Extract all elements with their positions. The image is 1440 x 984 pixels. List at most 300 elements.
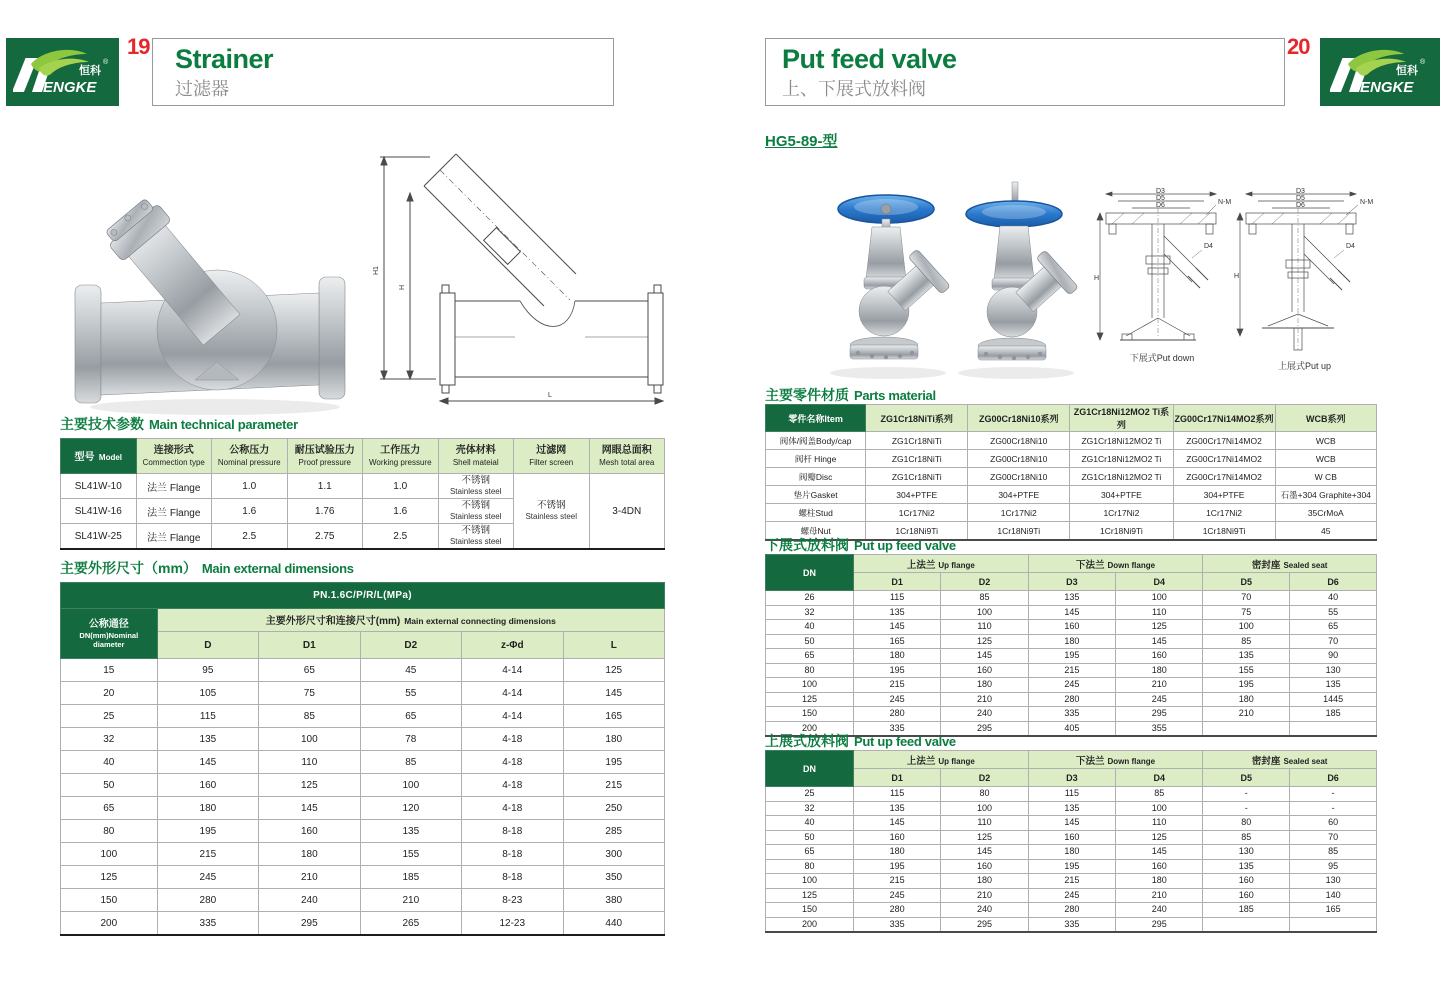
table-cell: 90 <box>1290 649 1377 664</box>
table-cell: 160 <box>1116 859 1203 874</box>
table-cell: 160 <box>1116 649 1203 664</box>
table-cell: 垫片Gasket <box>766 486 866 504</box>
table-cell: 1Cr17Ni2 <box>1070 504 1173 522</box>
valve-photo-put-up <box>948 180 1093 383</box>
table-cell: 1445 <box>1290 692 1377 707</box>
table-cell: 100 <box>1203 620 1290 635</box>
table-row <box>766 504 1377 522</box>
table-cell: SL41W-10 <box>61 474 137 499</box>
table-cell: 115 <box>157 705 258 728</box>
strainer-section-drawing <box>370 145 675 415</box>
svg-text:D6: D6 <box>1296 202 1305 209</box>
table-row <box>766 845 1377 860</box>
table-cell: 160 <box>941 663 1028 678</box>
column-header-d3: D3 <box>1028 573 1115 591</box>
tech-params-table <box>60 438 665 550</box>
hengke-logo-right <box>1320 38 1440 106</box>
table-cell: 70 <box>1290 830 1377 845</box>
table-row <box>61 659 665 682</box>
column-header-d6: D6 <box>1290 573 1377 591</box>
table-cell: SL41W-16 <box>61 499 137 524</box>
table-cell: 135 <box>360 820 461 843</box>
table-cell: 4-14 <box>462 682 563 705</box>
table-cell: 215 <box>853 874 940 889</box>
table-cell: 1Cr18Ni9Ti <box>866 522 968 541</box>
dim-label-h1: H1 <box>373 266 380 275</box>
table-cell: ZG1Cr18NiTi <box>866 468 968 486</box>
column-header-dn: 公称通径 DN(mm)Nominal diameter <box>61 609 158 659</box>
table-cell: 1Cr18Ni9Ti <box>1173 522 1275 541</box>
table-cell: 165 <box>563 705 665 728</box>
column-header-l: L <box>563 632 665 659</box>
table-cell <box>1290 917 1377 932</box>
table-cell: 35CrMoA <box>1275 504 1376 522</box>
table-row <box>766 486 1377 504</box>
table-cell: 304+PTFE <box>968 486 1070 504</box>
table-cell: ZG1Cr18NiTi <box>866 450 968 468</box>
column-header-dn: DN <box>766 751 854 787</box>
table-cell: 55 <box>1290 605 1377 620</box>
table-row <box>61 474 665 499</box>
table-row <box>61 866 665 889</box>
table-cell: 195 <box>853 859 940 874</box>
table-cell: 100 <box>1116 801 1203 816</box>
table-cell: 215 <box>563 774 665 797</box>
table-cell: 125 <box>1116 830 1203 845</box>
table-cell: 245 <box>157 866 258 889</box>
table-cell: 2.5 <box>363 524 439 550</box>
table-cell: 195 <box>1028 859 1115 874</box>
table-cell: 125 <box>941 830 1028 845</box>
table-cell: 45 <box>1275 522 1376 541</box>
table-cell: 25 <box>61 705 158 728</box>
table-cell: 135 <box>157 728 258 751</box>
table-row <box>766 663 1377 678</box>
table-cell: 1Cr18Ni9Ti <box>968 522 1070 541</box>
table-cell: 165 <box>853 634 940 649</box>
table-cell: 165 <box>1290 903 1377 918</box>
column-header-series-5: WCB系列 <box>1275 405 1376 432</box>
table-cell: ZG00Cr17Ni14MO2 <box>1173 432 1275 450</box>
svg-text:N-M: N-M <box>1218 199 1232 206</box>
table-cell: 85 <box>259 705 360 728</box>
table-cell: 110 <box>1116 816 1203 831</box>
table-cell: 300 <box>563 843 665 866</box>
column-header-d4: D4 <box>1116 573 1203 591</box>
put-up-dimensions-table <box>765 750 1377 933</box>
table-cell: 245 <box>1116 692 1203 707</box>
table-cell: 4-14 <box>462 659 563 682</box>
logo-text-en: ENGKE <box>42 79 96 96</box>
hengke-logo-left <box>6 38 119 106</box>
table-cell: 125 <box>766 888 854 903</box>
table-cell: 1.6 <box>212 499 288 524</box>
valve-drawing-put-up-wrap <box>1232 188 1377 372</box>
table-cell: 155 <box>360 843 461 866</box>
table-cell: 125 <box>61 866 158 889</box>
table-row <box>766 605 1377 620</box>
table-cell: 65 <box>1290 620 1377 635</box>
table-row <box>766 830 1377 845</box>
left-page-title-box <box>152 38 614 106</box>
group-header-up-flange: 上法兰 Up flange <box>853 751 1028 769</box>
table-cell: 65 <box>61 797 158 820</box>
table-cell: 304+PTFE <box>1173 486 1275 504</box>
valve-drawing-put-up <box>1232 188 1377 354</box>
table-cell: 180 <box>941 874 1028 889</box>
table-cell: 355 <box>1116 721 1203 736</box>
table-cell: 80 <box>61 820 158 843</box>
table-row <box>61 820 665 843</box>
table-cell: 145 <box>853 816 940 831</box>
svg-text:H: H <box>1094 275 1100 282</box>
table-cell: 85 <box>941 591 1028 606</box>
table-cell: 185 <box>360 866 461 889</box>
table-cell: 85 <box>1116 787 1203 802</box>
dimensions-table <box>60 582 665 936</box>
table-cell: 100 <box>941 605 1028 620</box>
table-cell: 200 <box>61 912 158 936</box>
table-cell: 100 <box>941 801 1028 816</box>
svg-text:D3: D3 <box>1296 188 1305 195</box>
column-header-series-2: ZG00Cr18Ni10系列 <box>968 405 1070 432</box>
table-cell: 135 <box>1290 678 1377 693</box>
valve-photo-put-down <box>822 183 962 383</box>
table-row <box>766 432 1377 450</box>
table-cell: 125 <box>259 774 360 797</box>
table-cell: 1.6 <box>363 499 439 524</box>
table-row <box>61 728 665 751</box>
table-cell: 295 <box>1116 707 1203 722</box>
table-cell: 8-18 <box>462 820 563 843</box>
table-cell: 2.75 <box>287 524 363 550</box>
dim-label-h: H <box>399 284 406 290</box>
table-cell: 135 <box>1028 801 1115 816</box>
table-cell: 4-18 <box>462 774 563 797</box>
table-cell: - <box>1290 801 1377 816</box>
table-cell: 8-18 <box>462 843 563 866</box>
group-header-connecting-dimensions: 主要外形尺寸和连接尺寸(mm) Main external connecting dimensions <box>157 609 664 632</box>
table-cell: 160 <box>1028 620 1115 635</box>
table-cell: 145 <box>563 682 665 705</box>
table-cell: 78 <box>360 728 461 751</box>
column-header-series-1: ZG1Cr18NiTi系列 <box>866 405 968 432</box>
table-cell: 210 <box>941 692 1028 707</box>
table-cell: 180 <box>1028 845 1115 860</box>
table-cell: 135 <box>853 801 940 816</box>
table-cell: 140 <box>1290 888 1377 903</box>
table-cell: 240 <box>941 707 1028 722</box>
table-cell: 335 <box>853 917 940 932</box>
table-cell: 240 <box>941 903 1028 918</box>
column-header-zphid: z-Φd <box>462 632 563 659</box>
table-cell: ZG00Cr17Ni14MO2 <box>1173 468 1275 486</box>
table-cell: 195 <box>1028 649 1115 664</box>
table-cell: 12-23 <box>462 912 563 936</box>
table-cell: 85 <box>360 751 461 774</box>
table-cell: 285 <box>563 820 665 843</box>
table-cell: 295 <box>259 912 360 936</box>
column-header-working-pressure: 工作压力 Working pressure <box>363 439 439 474</box>
column-header-d4: D4 <box>1116 769 1203 787</box>
table-cell: 150 <box>766 903 854 918</box>
table-cell: 135 <box>1203 859 1290 874</box>
table-cell: 150 <box>766 707 854 722</box>
logo-reg-mark: ® <box>102 59 108 66</box>
table-cell: 80 <box>1203 816 1290 831</box>
table-row <box>766 917 1377 932</box>
table-row <box>766 450 1377 468</box>
table-cell: 240 <box>1116 903 1203 918</box>
table-cell: 215 <box>853 678 940 693</box>
table-cell: 石墨+304 Graphite+304 <box>1275 486 1376 504</box>
caption-put-up: 上展式Put up <box>1277 361 1332 371</box>
table-cell: ZG00Cr17Ni14MO2 <box>1173 450 1275 468</box>
table-cell: 160 <box>259 820 360 843</box>
table-cell: ZG1Cr18NiTi <box>866 432 968 450</box>
table-row <box>61 797 665 820</box>
column-header-nominal-pressure: 公称压力 Nominal pressure <box>212 439 288 474</box>
table-cell: 180 <box>941 678 1028 693</box>
table-cell: 1.0 <box>212 474 288 499</box>
valve-drawing-put-down-wrap <box>1092 188 1232 364</box>
column-header-d5: D5 <box>1203 573 1290 591</box>
group-header-sealed-seat: 密封座 Sealed seat <box>1203 555 1377 573</box>
pn-band: PN.1.6C/P/R/L(MPa) <box>61 583 665 609</box>
column-header-d2: D2 <box>941 573 1028 591</box>
table-cell: 1Cr18Ni9Ti <box>1070 522 1173 541</box>
table-cell: 100 <box>1116 591 1203 606</box>
table-cell: 85 <box>1203 830 1290 845</box>
table-cell: 295 <box>1116 917 1203 932</box>
table-cell: 85 <box>1203 634 1290 649</box>
table-cell: 160 <box>1203 874 1290 889</box>
table-cell: 215 <box>1028 663 1115 678</box>
table-cell: SL41W-25 <box>61 524 137 550</box>
table-cell: 50 <box>766 634 854 649</box>
table-cell: W CB <box>1275 468 1376 486</box>
table-cell: 4-18 <box>462 797 563 820</box>
table-cell: 335 <box>853 721 940 736</box>
svg-text:N-M: N-M <box>1360 199 1374 206</box>
table-cell: 8-23 <box>462 889 563 912</box>
table-cell: 65 <box>259 659 360 682</box>
table-cell: 180 <box>853 649 940 664</box>
table-cell: 210 <box>941 888 1028 903</box>
table-cell: 195 <box>1203 678 1290 693</box>
table-row <box>766 888 1377 903</box>
table-cell: 195 <box>853 663 940 678</box>
column-header-d6: D6 <box>1290 769 1377 787</box>
table-cell: 110 <box>1116 605 1203 620</box>
column-header-d: D <box>157 632 258 659</box>
table-cell: 4-14 <box>462 705 563 728</box>
table-row <box>766 787 1377 802</box>
hengke-logo-mark <box>13 44 113 100</box>
table-cell: 405 <box>1028 721 1115 736</box>
table-cell: 145 <box>157 751 258 774</box>
table-cell: 280 <box>853 707 940 722</box>
table-row <box>766 707 1377 722</box>
table-cell: 阀杆 Hinge <box>766 450 866 468</box>
table-cell: 115 <box>853 591 940 606</box>
table-cell: 50 <box>61 774 158 797</box>
table-cell: WCB <box>1275 432 1376 450</box>
dim-label-l: L <box>548 392 552 399</box>
table-cell: 32 <box>61 728 158 751</box>
logo-reg-mark: ® <box>1420 59 1426 66</box>
table-cell: 180 <box>1028 634 1115 649</box>
table-cell: 115 <box>1028 787 1115 802</box>
table-cell: 180 <box>1116 663 1203 678</box>
table-cell: 65 <box>360 705 461 728</box>
table-cell: 335 <box>1028 917 1115 932</box>
table-cell: 200 <box>766 721 854 736</box>
table-cell: 380 <box>563 889 665 912</box>
logo-text-en: ENGKE <box>1360 79 1414 96</box>
table-cell: 210 <box>1116 678 1203 693</box>
table-cell: 120 <box>360 797 461 820</box>
table-cell: 210 <box>1116 888 1203 903</box>
table-cell: 135 <box>1203 649 1290 664</box>
table-cell: 250 <box>563 797 665 820</box>
table-cell: 335 <box>157 912 258 936</box>
table-cell: 130 <box>1290 874 1377 889</box>
group-header-down-flange: 下法兰 Down flange <box>1028 555 1203 573</box>
table-cell: 1Cr17Ni2 <box>968 504 1070 522</box>
caption-put-down: 下展式Put down <box>1129 353 1195 363</box>
table-cell: 40 <box>61 751 158 774</box>
logo-text-zh: 恒科 <box>78 65 101 77</box>
table-cell: 1Cr17Ni2 <box>866 504 968 522</box>
table-cell: 185 <box>1290 707 1377 722</box>
column-header-proof-pressure: 耐压试验压力 Proof pressure <box>287 439 363 474</box>
left-page-title-en: Strainer <box>175 44 274 74</box>
table-cell: 280 <box>1028 692 1115 707</box>
table-cell: 195 <box>563 751 665 774</box>
table-cell: 180 <box>259 843 360 866</box>
table-cell: 1.1 <box>287 474 363 499</box>
table-cell: 阀体/阀盖Body/cap <box>766 432 866 450</box>
right-page-title-en: Put feed valve <box>782 44 957 74</box>
group-header-up-flange: 上法兰 Up flange <box>853 555 1028 573</box>
table-row <box>766 620 1377 635</box>
section-title-put-down-table: 下展式放料阀 Put up feed valve <box>765 537 956 553</box>
table-row <box>61 774 665 797</box>
column-header-mesh-area: 网眼总面积 Mesh total area <box>589 439 665 474</box>
table-cell: ZG00Cr18Ni10 <box>968 450 1070 468</box>
table-cell: 45 <box>360 659 461 682</box>
table-cell: 180 <box>563 728 665 751</box>
hengke-logo-mark <box>1330 44 1430 100</box>
table-row <box>766 801 1377 816</box>
table-cell: 1.0 <box>363 474 439 499</box>
svg-text:D6: D6 <box>1156 202 1165 209</box>
column-header-d2: D2 <box>941 769 1028 787</box>
table-cell: ZG1Cr18Ni12MO2 Ti <box>1070 432 1173 450</box>
model-code: HG5-89-型 <box>765 133 838 150</box>
table-cell: 4-18 <box>462 751 563 774</box>
table-cell: 215 <box>1028 874 1115 889</box>
table-cell: 95 <box>1290 859 1377 874</box>
table-row <box>61 682 665 705</box>
table-cell <box>1203 721 1290 736</box>
table-cell: 145 <box>853 620 940 635</box>
table-cell: 70 <box>1203 591 1290 606</box>
left-page-title-zh: 过滤器 <box>175 78 229 99</box>
table-cell: 215 <box>157 843 258 866</box>
table-cell: 125 <box>1116 620 1203 635</box>
table-cell: 1Cr17Ni2 <box>1173 504 1275 522</box>
table-cell: 80 <box>766 663 854 678</box>
table-cell: 145 <box>259 797 360 820</box>
table-cell: ZG1Cr18Ni12MO2 Ti <box>1070 468 1173 486</box>
table-cell-filter-screen: 不锈钢 Stainless steel <box>514 474 590 550</box>
svg-text:D5: D5 <box>1156 195 1165 202</box>
table-cell: 265 <box>360 912 461 936</box>
table-cell <box>1290 721 1377 736</box>
table-cell: 145 <box>941 649 1028 664</box>
table-row <box>766 678 1377 693</box>
table-cell: 210 <box>259 866 360 889</box>
table-cell: 125 <box>941 634 1028 649</box>
table-cell: WCB <box>1275 450 1376 468</box>
strainer-photo <box>65 185 365 420</box>
table-cell: 75 <box>259 682 360 705</box>
table-cell: 245 <box>1028 678 1115 693</box>
table-cell: 130 <box>1203 845 1290 860</box>
table-cell: 105 <box>157 682 258 705</box>
svg-text:D4: D4 <box>1204 243 1213 250</box>
section-title-put-up-table: 上展式放料阀 Put up feed valve <box>765 733 956 749</box>
table-row <box>766 903 1377 918</box>
table-row <box>766 816 1377 831</box>
table-cell: 180 <box>1203 692 1290 707</box>
column-header-d1: D1 <box>853 769 940 787</box>
table-cell: 210 <box>360 889 461 912</box>
table-cell: 32 <box>766 605 854 620</box>
table-cell: 110 <box>259 751 360 774</box>
column-header-d1: D1 <box>259 632 360 659</box>
table-cell: 125 <box>766 692 854 707</box>
table-cell: 240 <box>259 889 360 912</box>
table-cell: 125 <box>563 659 665 682</box>
table-cell: 145 <box>1116 845 1203 860</box>
table-cell: 法兰 Flange <box>136 474 212 499</box>
table-cell: 95 <box>157 659 258 682</box>
column-header-model: 型号 Model <box>61 439 137 474</box>
table-cell: 不锈钢 Stainless steel <box>438 474 514 499</box>
page-number-right: 20 <box>1287 34 1310 59</box>
table-cell: 195 <box>157 820 258 843</box>
put-down-dimensions-table <box>765 554 1377 737</box>
parts-material-table <box>765 404 1377 541</box>
section-title-tech-params: 主要技术参数 Main technical parameter <box>60 416 298 432</box>
table-cell <box>1203 917 1290 932</box>
table-cell: 85 <box>1290 845 1377 860</box>
table-cell: 160 <box>941 859 1028 874</box>
right-page-title-box <box>765 38 1285 106</box>
table-cell: 280 <box>853 903 940 918</box>
table-cell: 160 <box>1028 830 1115 845</box>
column-header-d3: D3 <box>1028 769 1115 787</box>
table-cell: 210 <box>1203 707 1290 722</box>
table-cell: 200 <box>766 917 854 932</box>
table-row <box>766 874 1377 889</box>
table-cell: ZG00Cr18Ni10 <box>968 468 1070 486</box>
table-cell: ZG00Cr18Ni10 <box>968 432 1070 450</box>
column-header-dn: DN <box>766 555 854 591</box>
